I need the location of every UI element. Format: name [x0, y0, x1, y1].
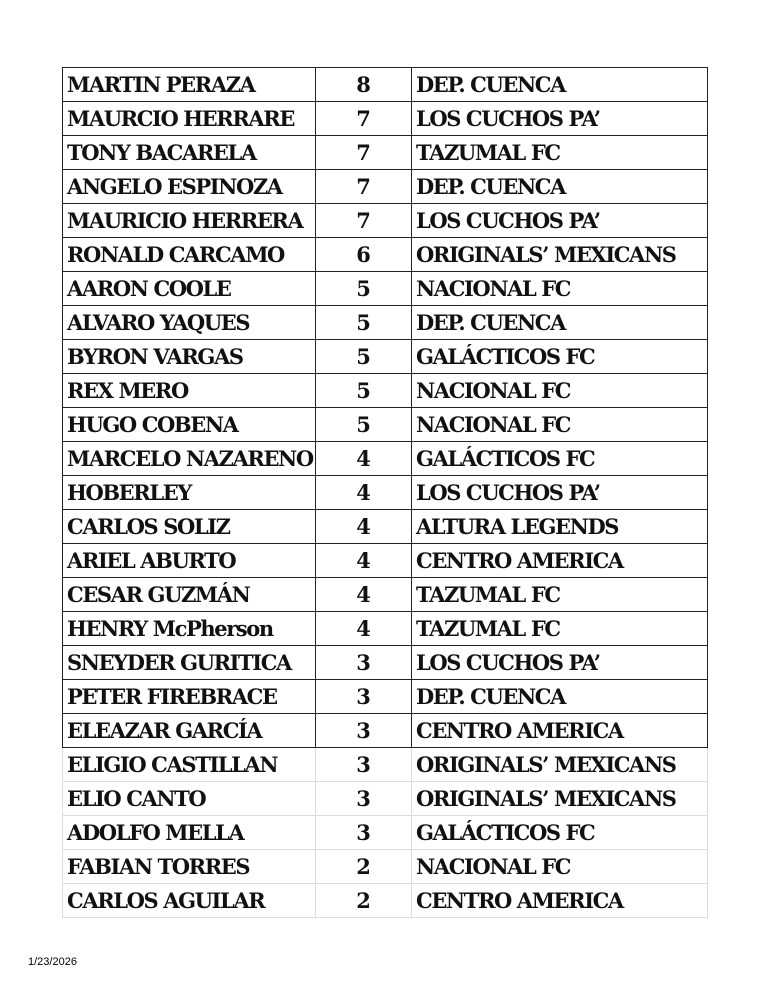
- team-name-cell: GALÁCTICOS FC: [412, 442, 708, 476]
- team-name-cell: GALÁCTICOS FC: [412, 340, 708, 374]
- table-row: [63, 816, 708, 850]
- table-row: [63, 510, 708, 544]
- goals-cell: 4: [316, 544, 412, 578]
- table-row: [63, 646, 708, 680]
- player-name-cell: ADOLFO MELLA: [63, 816, 316, 850]
- goals-cell: 3: [316, 782, 412, 816]
- player-name-cell: CARLOS AGUILAR: [63, 884, 316, 918]
- table-row: [63, 884, 708, 918]
- player-name-cell: ANGELO ESPINOZA: [63, 170, 316, 204]
- goals-cell: 7: [316, 170, 412, 204]
- table-row: [63, 476, 708, 510]
- goals-cell: 7: [316, 204, 412, 238]
- player-name-cell: ELIO CANTO: [63, 782, 316, 816]
- team-name-cell: DEP. CUENCA: [412, 68, 708, 102]
- goals-cell: 5: [316, 306, 412, 340]
- player-name-cell: CESAR GUZMÁN: [63, 578, 316, 612]
- goals-cell: 5: [316, 272, 412, 306]
- table-row: [63, 102, 708, 136]
- player-name-cell: AARON COOLE: [63, 272, 316, 306]
- player-name-cell: SNEYDER GURITICA: [63, 646, 316, 680]
- table-row: [63, 408, 708, 442]
- team-name-cell: NACIONAL FC: [412, 850, 708, 884]
- goals-cell: 4: [316, 612, 412, 646]
- table-row: [63, 544, 708, 578]
- player-name-cell: MARCELO NAZARENO: [63, 442, 316, 476]
- team-name-cell: LOS CUCHOS PA’: [412, 476, 708, 510]
- scorers-table: [62, 67, 708, 918]
- player-name-cell: TONY BACARELA: [63, 136, 316, 170]
- team-name-cell: LOS CUCHOS PA’: [412, 204, 708, 238]
- player-name-cell: BYRON VARGAS: [63, 340, 316, 374]
- player-name-cell: ELIGIO CASTILLAN: [63, 748, 316, 782]
- goals-cell: 5: [316, 408, 412, 442]
- team-name-cell: CENTRO AMERICA: [412, 714, 708, 748]
- player-name-cell: MAURICIO HERRERA: [63, 204, 316, 238]
- team-name-cell: DEP. CUENCA: [412, 306, 708, 340]
- player-name-cell: HENRY McPherson: [63, 612, 316, 646]
- table-row: [63, 272, 708, 306]
- player-name-cell: FABIAN TORRES: [63, 850, 316, 884]
- player-name-cell: CARLOS SOLIZ: [63, 510, 316, 544]
- table-row: [63, 714, 708, 748]
- table-row: [63, 204, 708, 238]
- table-body: [63, 68, 708, 918]
- table-row: [63, 782, 708, 816]
- team-name-cell: NACIONAL FC: [412, 408, 708, 442]
- table-row: [63, 850, 708, 884]
- goals-cell: 3: [316, 714, 412, 748]
- goals-cell: 3: [316, 816, 412, 850]
- player-name-cell: REX MERO: [63, 374, 316, 408]
- team-name-cell: CENTRO AMERICA: [412, 544, 708, 578]
- table-row: [63, 306, 708, 340]
- table-row: [63, 374, 708, 408]
- team-name-cell: TAZUMAL FC: [412, 136, 708, 170]
- table-row: [63, 680, 708, 714]
- team-name-cell: GALÁCTICOS FC: [412, 816, 708, 850]
- goals-cell: 3: [316, 680, 412, 714]
- player-name-cell: PETER FIREBRACE: [63, 680, 316, 714]
- goals-cell: 5: [316, 374, 412, 408]
- team-name-cell: ORIGINALS’ MEXICANS: [412, 782, 708, 816]
- goals-cell: 4: [316, 476, 412, 510]
- table-row: [63, 578, 708, 612]
- print-date: 1/23/2026: [28, 956, 77, 968]
- goals-cell: 5: [316, 340, 412, 374]
- table-row: [63, 238, 708, 272]
- goals-cell: 3: [316, 646, 412, 680]
- goals-cell: 2: [316, 884, 412, 918]
- team-name-cell: TAZUMAL FC: [412, 612, 708, 646]
- player-name-cell: ELEAZAR GARCÍA: [63, 714, 316, 748]
- table-row: [63, 612, 708, 646]
- player-name-cell: ARIEL ABURTO: [63, 544, 316, 578]
- team-name-cell: ORIGINALS’ MEXICANS: [412, 748, 708, 782]
- player-name-cell: HOBERLEY: [63, 476, 316, 510]
- team-name-cell: NACIONAL FC: [412, 272, 708, 306]
- table-row: [63, 442, 708, 476]
- team-name-cell: DEP. CUENCA: [412, 680, 708, 714]
- goals-cell: 2: [316, 850, 412, 884]
- team-name-cell: NACIONAL FC: [412, 374, 708, 408]
- player-name-cell: RONALD CARCAMO: [63, 238, 316, 272]
- player-name-cell: HUGO COBENA: [63, 408, 316, 442]
- goals-cell: 4: [316, 510, 412, 544]
- team-name-cell: LOS CUCHOS PA’: [412, 102, 708, 136]
- goals-cell: 3: [316, 748, 412, 782]
- goals-cell: 4: [316, 442, 412, 476]
- team-name-cell: ALTURA LEGENDS: [412, 510, 708, 544]
- team-name-cell: ORIGINALS’ MEXICANS: [412, 238, 708, 272]
- table-row: [63, 136, 708, 170]
- goals-cell: 7: [316, 136, 412, 170]
- table-row: [63, 170, 708, 204]
- goals-cell: 8: [316, 68, 412, 102]
- table-row: [63, 68, 708, 102]
- table-row: [63, 748, 708, 782]
- table-row: [63, 340, 708, 374]
- player-name-cell: MAURCIO HERRARE: [63, 102, 316, 136]
- team-name-cell: LOS CUCHOS PA’: [412, 646, 708, 680]
- team-name-cell: TAZUMAL FC: [412, 578, 708, 612]
- goals-cell: 7: [316, 102, 412, 136]
- player-name-cell: ALVARO YAQUES: [63, 306, 316, 340]
- goals-cell: 6: [316, 238, 412, 272]
- team-name-cell: CENTRO AMERICA: [412, 884, 708, 918]
- goals-cell: 4: [316, 578, 412, 612]
- player-name-cell: MARTIN PERAZA: [63, 68, 316, 102]
- team-name-cell: DEP. CUENCA: [412, 170, 708, 204]
